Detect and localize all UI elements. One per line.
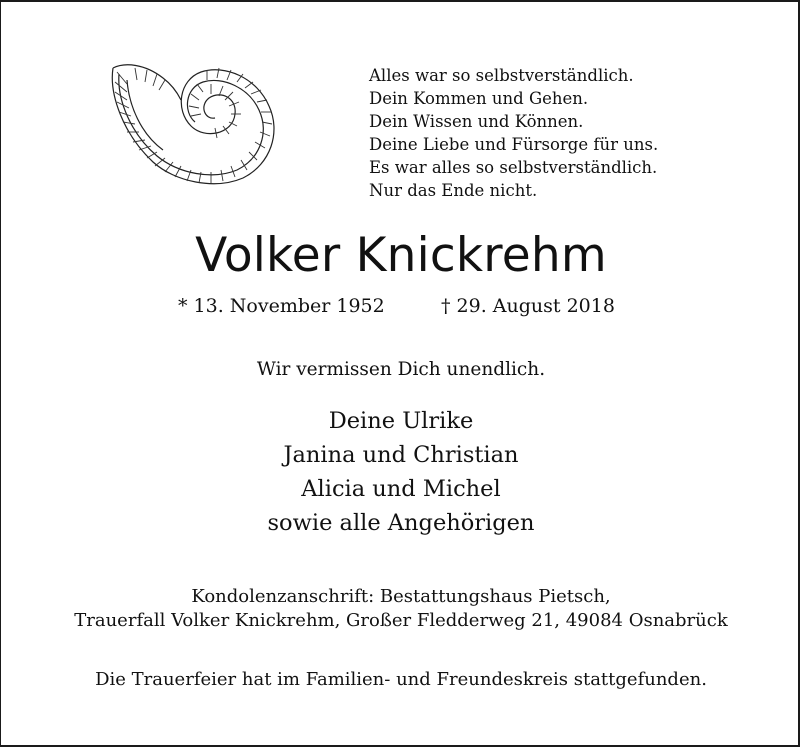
- ammonite-shell-icon: [105, 54, 283, 192]
- condolence-line: Trauerfall Volker Knickrehm, Großer Fledderweg 21, 49084 Osnabrück: [74, 610, 728, 631]
- poem-line: Es war alles so selbstverständlich.: [369, 158, 658, 177]
- condolence-address: [1, 585, 800, 633]
- condolence-line: Kondolenzanschrift: Bestattungshaus Pietsch,: [191, 586, 611, 607]
- funeral-note: Die Trauerfeier hat im Familien- und Freundeskreis stattgefunden.: [95, 669, 707, 690]
- poem-line: Dein Kommen und Gehen.: [369, 89, 589, 108]
- family-member: Janina und Christian: [283, 442, 519, 468]
- birth-date: * 13. November 1952: [178, 295, 385, 317]
- poem-line: Nur das Ende nicht.: [369, 181, 538, 200]
- poem-text: [369, 64, 699, 202]
- family-member: sowie alle Angehörigen: [267, 510, 535, 536]
- poem-line: Alles war so selbstverständlich.: [369, 66, 634, 85]
- family-member: Deine Ulrike: [328, 408, 474, 434]
- poem-line: Deine Liebe und Fürsorge für uns.: [369, 135, 659, 154]
- poem-line: Dein Wissen und Können.: [369, 112, 584, 131]
- death-date: † 29. August 2018: [441, 295, 615, 317]
- miss-line: Wir vermissen Dich unendlich.: [256, 359, 546, 380]
- family-member: Alicia und Michel: [301, 476, 501, 502]
- deceased-name: Volker Knickrehm: [195, 228, 607, 283]
- family-list: [1, 404, 800, 540]
